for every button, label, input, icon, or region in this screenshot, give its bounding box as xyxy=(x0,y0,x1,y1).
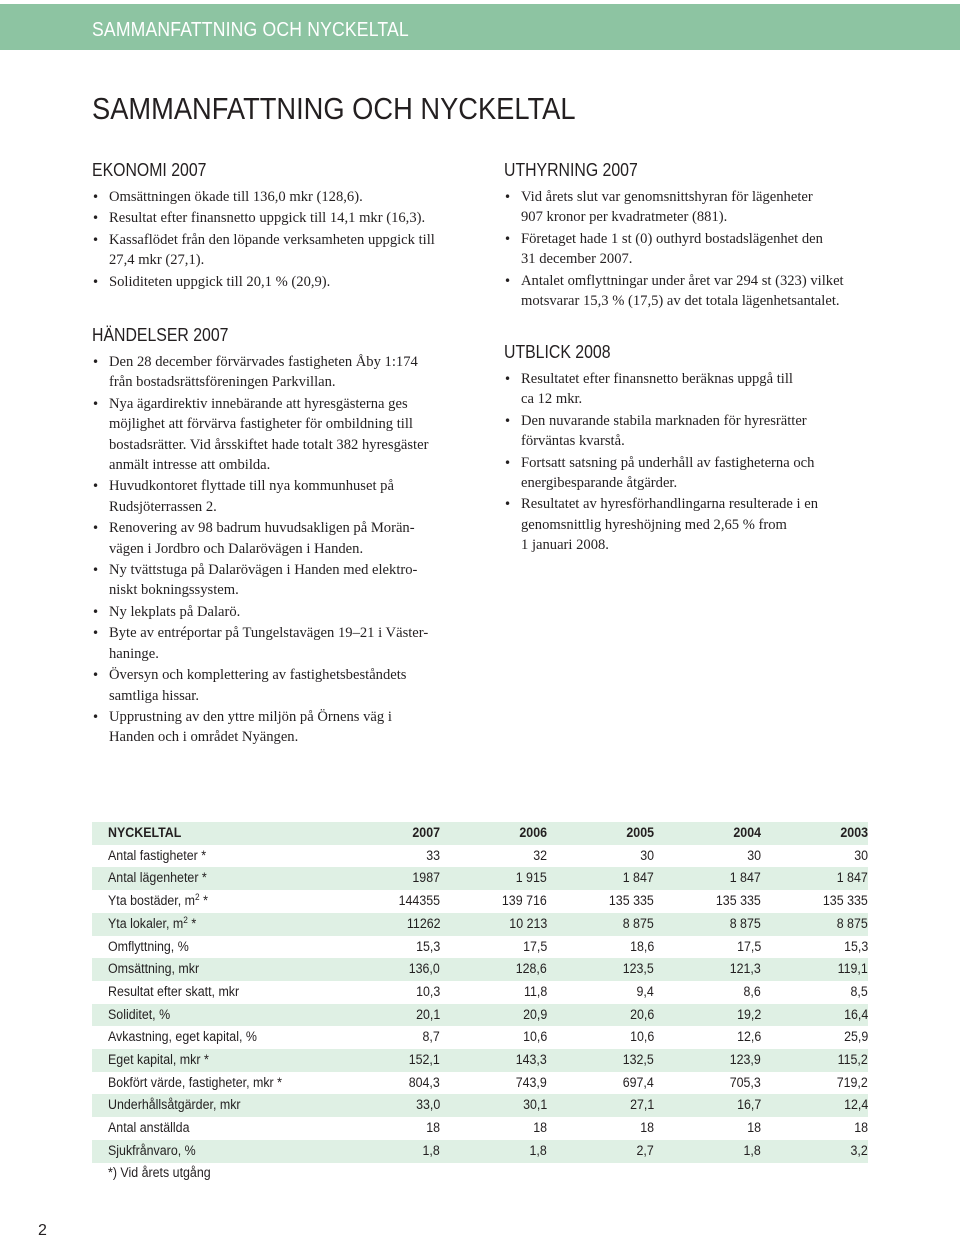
list-item xyxy=(92,394,472,476)
table-cell: 20,9 xyxy=(440,1004,547,1027)
table-cell: 719,2 xyxy=(836,1074,868,1090)
section-utblick xyxy=(504,342,884,557)
list-item-text: Resultatet av hyresförhandlingarna resulterade i en genomsnittlig hyreshöjning med 2,65 % from 1 januari 2008. xyxy=(521,496,819,554)
table-row-label: Omflyttning, % xyxy=(108,938,189,954)
table-row xyxy=(92,1026,868,1049)
bullet-icon: • xyxy=(92,709,100,724)
table-row xyxy=(92,890,868,913)
section-title: UTHYRNING 2007 xyxy=(504,160,638,180)
table-cell: 11,8 xyxy=(523,983,548,999)
table-row xyxy=(92,913,868,936)
table-row-label: Omsättning, mkr xyxy=(92,958,306,981)
table-cell: 20,6 xyxy=(547,1004,654,1027)
section-title: HÄNDELSER 2007 xyxy=(92,325,229,345)
table-cell: 8 875 xyxy=(547,913,654,936)
table-cell: 17,5 xyxy=(522,938,548,954)
table-cell: 10,6 xyxy=(522,1029,548,1045)
list-item xyxy=(92,272,472,292)
list-item xyxy=(92,518,472,559)
table-cell: 10,3 xyxy=(415,983,441,999)
bullet-icon: • xyxy=(504,497,512,512)
table-cell: 16,4 xyxy=(761,1004,868,1027)
page-title: SAMMANFATTNING OCH NYCKELTAL xyxy=(92,91,576,126)
table-cell: 25,9 xyxy=(843,1029,868,1045)
bullet-icon: • xyxy=(504,231,512,246)
table-cell: 697,4 xyxy=(622,1074,655,1090)
table-cell: 1987 xyxy=(306,867,440,890)
bullet-list xyxy=(504,187,884,311)
table-cell: 144355 xyxy=(398,893,441,909)
nyckeltal-table xyxy=(92,822,868,1163)
bullet-icon: • xyxy=(92,190,100,204)
table-row xyxy=(92,1094,868,1117)
table-cell: 8 875 xyxy=(654,913,761,936)
list-item-text: Byte av entréportar på Tungelstavägen 19–21 i Väster- haninge. xyxy=(109,625,429,662)
table-cell: 143,3 xyxy=(440,1049,547,1072)
list-item xyxy=(92,352,472,393)
table-cell: 705,3 xyxy=(729,1074,761,1090)
list-item xyxy=(92,602,472,622)
table-cell: 1,8 xyxy=(654,1140,761,1163)
table-row-label: Soliditet, % xyxy=(92,1004,306,1027)
table-cell: 135 335 xyxy=(823,893,868,909)
table-cell: 8,5 xyxy=(850,983,868,999)
bullet-icon: • xyxy=(92,604,100,619)
list-item xyxy=(92,208,472,228)
table-cell: 18 xyxy=(426,1120,441,1136)
list-item-text: Huvudkontoret flyttade till nya kommunhuset på Rudsjöterrassen 2. xyxy=(109,478,394,515)
table-row xyxy=(92,981,868,1004)
table-cell: 17,5 xyxy=(736,938,761,954)
table-row xyxy=(92,867,868,890)
table-cell: 1,8 xyxy=(440,1140,547,1163)
bullet-icon: • xyxy=(92,211,100,226)
bullet-icon: • xyxy=(92,563,100,578)
table-row-label: Bokfört värde, fastigheter, mkr * xyxy=(108,1074,282,1090)
list-item xyxy=(92,476,472,517)
list-item-text: Företaget hade 1 st (0) outhyrd bostadslägenhet den 31 december 2007. xyxy=(521,230,823,268)
table-row xyxy=(92,1049,868,1072)
list-item xyxy=(92,230,472,271)
bullet-icon: • xyxy=(92,479,100,494)
table-cell: 139 716 xyxy=(502,893,548,909)
list-item-text: Soliditeten uppgick till 20,1 % (20,9). xyxy=(109,273,331,290)
table-header-row xyxy=(92,822,868,845)
table-cell: 9,4 xyxy=(636,983,655,999)
table-header-cell: 2003 xyxy=(761,822,868,845)
table-cell: 8 875 xyxy=(761,913,868,936)
table-cell: 30,1 xyxy=(440,1094,547,1117)
table-cell: 8,7 xyxy=(422,1029,441,1045)
table-cell: 32 xyxy=(533,847,548,863)
table-cell: 18 xyxy=(747,1120,761,1136)
table-cell: 30 xyxy=(854,847,868,863)
table-cell: 33 xyxy=(426,847,441,863)
list-item-text: Ny lekplats på Dalarö. xyxy=(109,603,241,620)
table-cell: 1 847 xyxy=(654,867,761,890)
section-title: UTBLICK 2008 xyxy=(504,342,611,362)
table-cell: 132,5 xyxy=(547,1049,654,1072)
table-cell: 1 847 xyxy=(761,867,868,890)
list-item xyxy=(92,665,472,706)
band-title: SAMMANFATTNING OCH NYCKELTAL xyxy=(92,19,409,41)
bullet-icon: • xyxy=(92,668,100,683)
list-item xyxy=(504,271,884,312)
list-item-text: Översyn och komplettering av fastighetsbeståndets samtliga hissar. xyxy=(109,667,407,704)
bullet-icon: • xyxy=(504,273,512,288)
list-item xyxy=(92,623,472,664)
table-cell: 743,9 xyxy=(515,1074,548,1090)
table-cell: 16,7 xyxy=(654,1094,761,1117)
list-item-text: Upprustning av den yttre miljön på Örnens väg i Handen och i området Nyängen. xyxy=(109,708,392,746)
section-ekonomi xyxy=(92,160,472,293)
table-row xyxy=(92,845,868,868)
bullet-icon: • xyxy=(504,413,512,428)
list-item-text: Ny tvättstuga på Dalarövägen i Handen med elektro- niskt bokningssystem. xyxy=(109,562,418,599)
list-item-text: Resultat efter finansnetto uppgick till 14,1 mkr (16,3). xyxy=(109,210,426,227)
table-cell: 1,8 xyxy=(306,1140,440,1163)
list-item xyxy=(92,560,472,601)
table-row xyxy=(92,1004,868,1027)
table-cell: 15,3 xyxy=(415,938,441,954)
list-item-text: Nya ägardirektiv innebärande att hyresgästerna ges möjlighet att förvärva fastigheter för ombildning till bostadsrätter. Vid årsskiftet hade totalt 382 hyresgäster anmält intresse att ombilda. xyxy=(109,395,429,474)
bullet-icon: • xyxy=(504,190,512,204)
table-cell: 804,3 xyxy=(409,1074,441,1090)
table-cell: 33,0 xyxy=(306,1094,440,1117)
table-cell: 18 xyxy=(854,1120,868,1136)
list-item xyxy=(504,229,884,270)
bullet-list xyxy=(92,187,472,292)
table-cell: 1 915 xyxy=(440,867,547,890)
table-row xyxy=(92,958,868,981)
table-cell: 123,9 xyxy=(654,1049,761,1072)
page-number: 2 xyxy=(38,1222,47,1239)
list-item-text: Den 28 december förvärvades fastigheten Åby 1:174 från bostadsrättsföreningen Parkvillan. xyxy=(109,354,418,391)
list-item xyxy=(504,453,884,494)
table-cell: 128,6 xyxy=(440,958,547,981)
table-header-cell: 2004 xyxy=(654,822,761,845)
list-item-text: Resultatet efter finansnetto beräknas uppgå till ca 12 mkr. xyxy=(521,371,793,408)
header-band xyxy=(0,4,960,50)
table-row-label: Resultat efter skatt, mkr xyxy=(108,983,240,999)
section-uthyrning xyxy=(504,160,884,312)
table-cell: 2,7 xyxy=(547,1140,654,1163)
bullet-icon: • xyxy=(92,396,100,411)
table-cell: 123,5 xyxy=(547,958,654,981)
table-cell: 1 847 xyxy=(547,867,654,890)
table-row-label: Eget kapital, mkr * xyxy=(92,1049,306,1072)
list-item-text: Omsättningen ökade till 136,0 mkr (128,6). xyxy=(109,189,363,205)
table-cell: 119,1 xyxy=(761,958,868,981)
table-row xyxy=(92,936,868,959)
list-item-text: Fortsatt satsning på underhåll av fastigheterna och energibesparande åtgärder. xyxy=(521,454,815,492)
table-header-cell: 2007 xyxy=(306,822,440,845)
table-cell: 27,1 xyxy=(547,1094,654,1117)
table-row-label: Antal lägenheter * xyxy=(92,867,306,890)
bullet-list xyxy=(92,352,472,748)
table-row-label: Yta bostäder, $m^2$ * xyxy=(108,892,208,909)
bullet-icon: • xyxy=(92,521,100,536)
list-item xyxy=(504,369,884,410)
table-row-label: Avkastning, eget kapital, % xyxy=(108,1029,257,1045)
table-cell: 10,6 xyxy=(629,1029,655,1045)
table-cell: 136,0 xyxy=(306,958,440,981)
bullet-icon: • xyxy=(92,274,100,289)
table-cell: 30 xyxy=(640,847,655,863)
table-row-label: Antal fastigheter * xyxy=(108,847,207,863)
bullet-icon: • xyxy=(504,455,512,470)
table-cell: 10 213 xyxy=(440,913,547,936)
table-row xyxy=(92,1072,868,1095)
table-cell: 3,2 xyxy=(761,1140,868,1163)
list-item xyxy=(504,494,884,555)
table-cell: 135 335 xyxy=(716,893,761,909)
list-item xyxy=(92,187,472,207)
bullet-list xyxy=(504,369,884,556)
table-cell: 135 335 xyxy=(609,893,655,909)
table-cell: 121,3 xyxy=(654,958,761,981)
table-row-label: Underhållsåtgärder, mkr xyxy=(92,1094,306,1117)
table-row-label: Sjukfrånvaro, % xyxy=(92,1140,306,1163)
bullet-icon: • xyxy=(504,372,512,386)
table-cell: 11262 xyxy=(306,913,440,936)
table-row xyxy=(92,1140,868,1163)
list-item xyxy=(92,707,472,748)
table-cell: 152,1 xyxy=(306,1049,440,1072)
table-cell: 8,6 xyxy=(743,983,761,999)
table-cell: 30 xyxy=(747,847,761,863)
list-item-text: Den nuvarande stabila marknaden för hyresrätter förväntas kvarstå. xyxy=(521,412,807,450)
list-item xyxy=(504,187,884,228)
table-header-cell: 2005 xyxy=(547,822,654,845)
table-cell: 115,2 xyxy=(761,1049,868,1072)
bullet-icon: • xyxy=(92,355,100,369)
table-row xyxy=(92,1117,868,1140)
table-cell: 18 xyxy=(533,1120,548,1136)
table-row-label: Yta lokaler, $m^2$ * xyxy=(92,913,306,936)
section-handelser xyxy=(92,325,472,749)
table-footnote: *) Vid årets utgång xyxy=(108,1165,211,1180)
table-cell: 12,6 xyxy=(736,1029,761,1045)
table-cell: 20,1 xyxy=(306,1004,440,1027)
table-header-cell: NYCKELTAL xyxy=(92,822,306,845)
table-row-label: Antal anställda xyxy=(108,1120,190,1136)
section-title: EKONOMI 2007 xyxy=(92,160,207,180)
list-item-text: Vid årets slut var genomsnittshyran för lägenheter 907 kronor per kvadratmeter (881). xyxy=(521,189,813,226)
table-cell: 18,6 xyxy=(629,938,655,954)
list-item-text: Antalet omflyttningar under året var 294 st (323) vilket motsvarar 15,3 % (17,5) av det totala lägenhetsantalet. xyxy=(521,272,844,310)
table-header-cell: 2006 xyxy=(440,822,547,845)
bullet-icon: • xyxy=(92,626,100,641)
table-cell: 15,3 xyxy=(843,938,868,954)
list-item-text: Renovering av 98 badrum huvudsakligen på Morän- vägen i Jordbro och Dalarövägen i Handen. xyxy=(109,520,415,557)
list-item-text: Kassaflödet från den löpande verksamheten uppgick till 27,4 mkr (27,1). xyxy=(109,231,435,269)
table-cell: 12,4 xyxy=(761,1094,868,1117)
list-item xyxy=(504,411,884,452)
bullet-icon: • xyxy=(92,232,100,247)
table-cell: 18 xyxy=(640,1120,655,1136)
table-cell: 19,2 xyxy=(654,1004,761,1027)
